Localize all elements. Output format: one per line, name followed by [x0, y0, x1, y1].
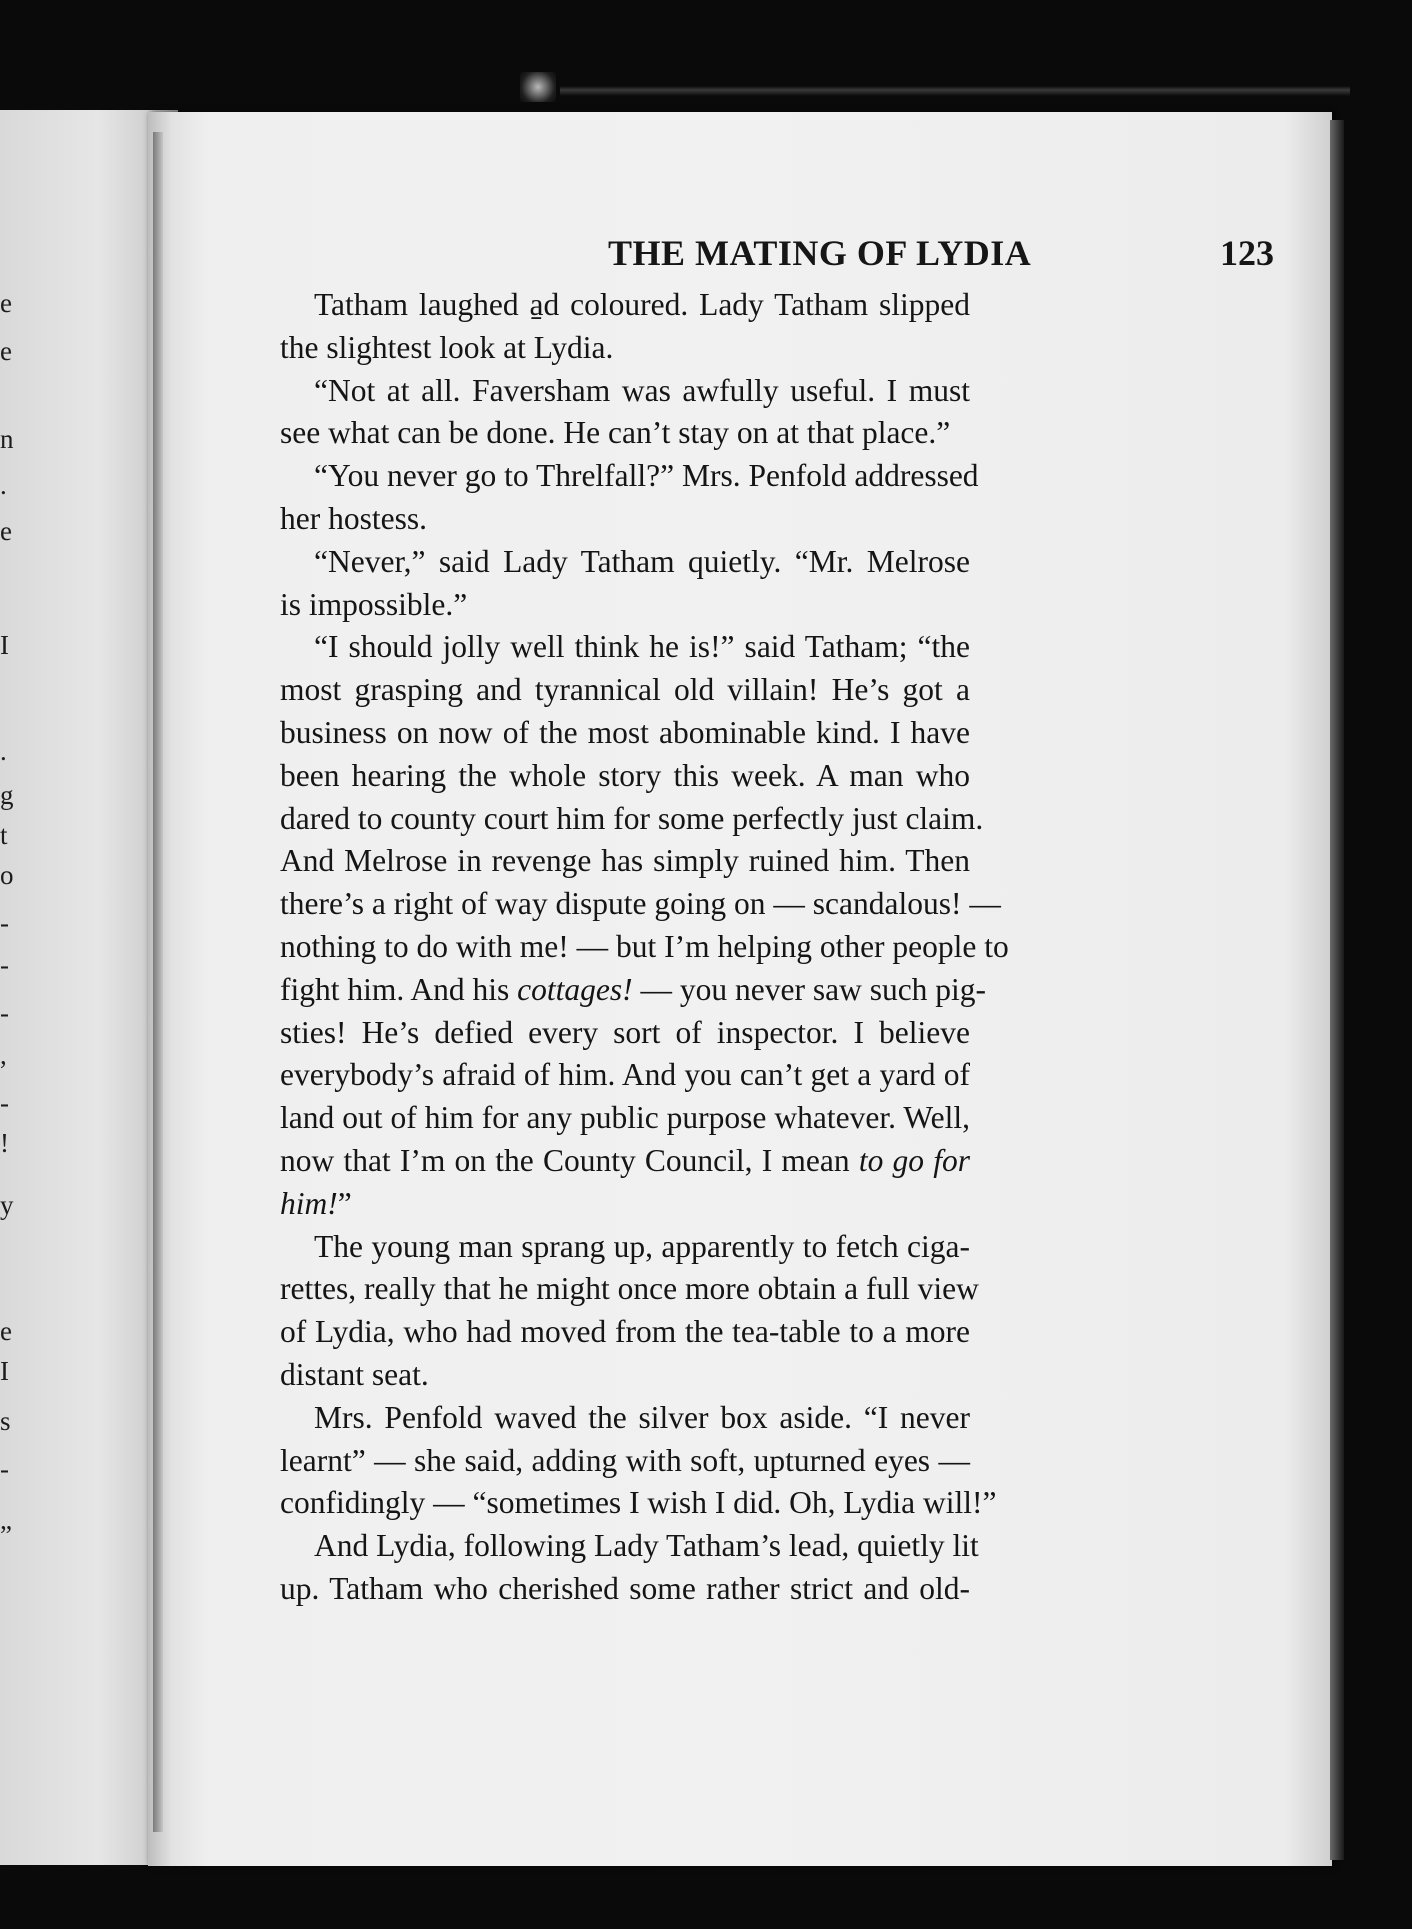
left-page-fragment: t [0, 820, 8, 850]
left-page-fragment: I [0, 1356, 9, 1386]
left-page-fragment: e [0, 516, 12, 546]
text-line: everybody’s afraid of him. And you can’t get a yard of [280, 1057, 970, 1093]
text-line: And Lydia, following Lady Tatham’s lead, quietly lit [314, 1528, 979, 1564]
text-line: is impossible.” [280, 586, 468, 622]
left-page-fragment: y [0, 1190, 14, 1220]
text-line: land out of him for any public purpose whatever. Well, [280, 1100, 970, 1136]
left-page-fragment: - [0, 998, 9, 1028]
text-line: And Melrose in revenge has simply ruined him. Then [280, 843, 970, 879]
text-line: “Never,” said Lady Tatham quietly. “Mr. Melrose [314, 543, 970, 579]
page-number: 123 [1220, 233, 1274, 273]
left-page-fragment: - [0, 1088, 9, 1118]
left-page-fragment: o [0, 860, 14, 890]
italic-segment: him! [280, 1185, 338, 1221]
left-page-fragment: n [0, 424, 14, 454]
italic-segment: cottages! [517, 971, 633, 1007]
left-page-fragment: e [0, 336, 12, 366]
text-line: “Not at all. Faversham was awfully useful. I must [314, 372, 970, 408]
text-line: her hostess. [280, 500, 427, 536]
left-page-fragment: - [0, 950, 9, 980]
text-line: business on now of the most abominable kind. I have [280, 714, 970, 750]
left-page-fragment: g [0, 780, 14, 810]
top-smudge [520, 72, 556, 102]
text-line: there’s a right of way dispute going on — scandalous! — [280, 886, 1001, 922]
running-head [458, 232, 1304, 282]
left-page-fragment: ! [0, 1128, 9, 1158]
left-page-fragment: e [0, 288, 12, 318]
left-page-fragment: ” [0, 1520, 12, 1550]
left-page-fragment: s [0, 1406, 11, 1436]
text-segment: — you never saw such pig- [632, 971, 987, 1007]
text-segment: fight him. And his [280, 971, 518, 1007]
left-page-fragment: . [0, 736, 7, 766]
left-page-fragments [0, 110, 20, 1865]
text-line: most grasping and tyrannical old villain! He’s got a [280, 672, 970, 708]
running-head-title: THE MATING OF LYDIA [608, 233, 1032, 273]
text-segment: ” [337, 1185, 352, 1221]
text-line: “I should jolly well think he is!” said Tatham; “the [314, 629, 970, 665]
text-line: learnt” — she said, adding with soft, upturned eyes — [280, 1442, 970, 1478]
text-line: dared to county court him for some perfectly just claim. [280, 800, 984, 836]
left-page-fragment: . [0, 470, 7, 500]
text-line: Tatham laughed a̱̱d coloured. Lady Tatham slipped [314, 287, 970, 322]
left-page-fragment: I [0, 630, 9, 660]
text-line: of Lydia, who had moved from the tea-table to a more [280, 1314, 970, 1350]
body-text [280, 284, 1009, 1611]
left-page-fragment: e [0, 1316, 12, 1346]
text-line [280, 1183, 970, 1226]
text-line: The young man sprang up, apparently to fetch ciga- [314, 1228, 970, 1264]
text-line: see what can be done. He can’t stay on at that place.” [280, 415, 951, 451]
text-line [280, 969, 987, 1012]
page-top-edge [560, 86, 1350, 96]
page-gutter [153, 132, 163, 1832]
text-line: nothing to do with me! — but I’m helping other people to [280, 928, 1009, 964]
text-line: sties! He’s defied every sort of inspector. I believe [280, 1014, 970, 1050]
text-line: the slightest look at Lydia. [280, 329, 614, 365]
book-page [148, 112, 1332, 1866]
text-line: Mrs. Penfold waved the silver box aside. “I never [314, 1399, 970, 1435]
text-line [280, 1140, 970, 1183]
text-line: “You never go to Threlfall?” Mrs. Penfold addressed [314, 458, 979, 494]
left-page-fragment: , [0, 1040, 7, 1070]
text-line: been hearing the whole story this week. A man who [280, 757, 970, 793]
text-line: confidingly — “sometimes I wish I did. Oh, Lydia will!” [280, 1485, 997, 1521]
text-segment: now that I’m on the County Council, I mean [280, 1142, 859, 1178]
left-page-fragment: - [0, 908, 9, 938]
text-line: distant seat. [280, 1356, 429, 1392]
page-right-edge [1330, 120, 1344, 1860]
italic-segment: to go for [858, 1142, 970, 1178]
text-line: rettes, really that he might once more obtain a full view [280, 1271, 979, 1307]
left-page-fragment: - [0, 1454, 9, 1484]
text-line: up. Tatham who cherished some rather strict and old- [280, 1570, 970, 1606]
